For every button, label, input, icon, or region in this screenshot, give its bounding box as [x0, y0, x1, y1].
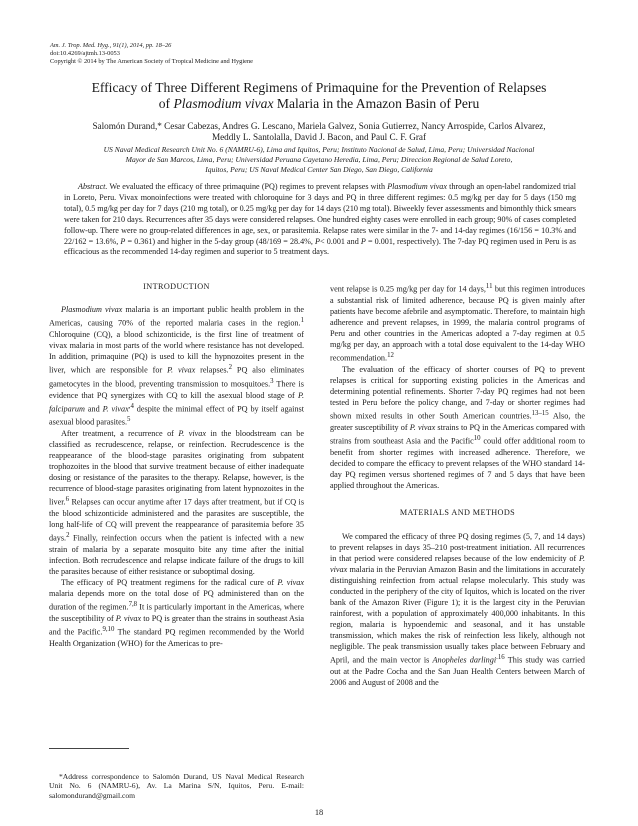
body-text: It is particularly important in the Americas, where the susceptibility of	[49, 603, 305, 624]
body-text: malaria is an important public health problem in the Americas, causing 70% of the reported malaria cases in the region.	[49, 305, 304, 328]
abstract-label: Abstract.	[78, 182, 108, 191]
p-value-symbol: P	[360, 236, 366, 246]
species-name: P. falciparum	[49, 390, 304, 414]
species-name: P. vivax	[330, 553, 585, 574]
citation-ref: 1	[300, 317, 304, 325]
body-text: and	[84, 404, 103, 414]
intro-paragraph-2	[49, 428, 304, 577]
species-name: P. vivax	[409, 422, 436, 432]
body-text: malaria depends more on the total dose of PQ administered than on the duration of the regimen.	[49, 589, 304, 613]
species-name: P. vivax	[102, 404, 129, 414]
p-value-symbol: P	[315, 236, 320, 246]
right-column	[330, 281, 585, 688]
intro-paragraph-5	[330, 364, 585, 491]
intro-paragraph-4	[330, 281, 585, 364]
body-text: could offer additional room to benefit from shorter regimes with increased adherence. Therefore, we decided to compare the efficacy to prevent relapses of the WHO standard 14-day PQ regimen versus shortened regimes of 7 and 5 days that have been applied throughout the Americas.	[330, 436, 586, 490]
citation-ref: ,4	[128, 402, 134, 410]
body-text: malaria in the Peruvian Amazon Basin and the limitations in accurately distinguishing reinfection from actual relapse molecularly. This study was conducted in the periphery of the city of Iquitos, which is located on the river bank of the Amazon River (Figure 1); it is the largest city in the Peruvian rainforest, with a population of approximately 400,000 inhabitants. In this region, malaria is hypoendemic and seasonal, and it has unstable transmission, which makes the risk of reinfection less likely, although not negligible. The peak transmission usually takes place between February and April, and the main vector is	[330, 564, 585, 666]
p-value-symbol: P	[120, 236, 126, 246]
methods-paragraph-1	[330, 531, 585, 688]
title-text: Malaria in the Amazon Basin of Peru	[273, 96, 480, 111]
introduction-heading: INTRODUCTION	[143, 282, 210, 291]
body-text: strains to PQ in the Americas compared with strains from southeast Asia and the Pacific	[330, 422, 586, 446]
journal-doi: doi:10.4269/ajtmh.13-0053	[50, 50, 120, 58]
citation-ref: 3	[270, 377, 274, 385]
article-title	[40, 80, 598, 112]
body-text: PQ also eliminates gametocytes in the blood, preventing transmission to mosquitoes.	[49, 365, 305, 389]
author-list	[40, 121, 598, 143]
affiliation-line-2: Mayor de San Marcos, Lima, Peru; Universidad Peruana Cayetano Heredia, Lima, Peru; Direccion Regional de Salud Loreto,	[125, 155, 513, 165]
citation-ref: 2	[66, 532, 70, 540]
citation-ref: .16	[496, 654, 505, 662]
species-name: P. vivax	[277, 578, 304, 588]
body-text: After treatment, a recurrence of	[61, 429, 179, 439]
body-text: Chloroquine (CQ), a blood schizonticide, is the first line of treatment of vivax malaria in most parts of the world where resistance has not developed. In addition, primaquine (PQ) is used to kill the hypnozoites present in the liver, which are responsible for	[49, 329, 304, 375]
body-text: There is evidence that PQ synergizes with CQ to kill the asexual blood stage of	[49, 379, 304, 400]
affiliation-line-1: US Naval Medical Research Unit No. 6 (NAMRU-6), Lima and Iquitos, Peru; Instituto Nacional de Salud, Lima, Peru; Universidad Nacional	[103, 145, 535, 154]
body-text: Finally, reinfection occurs when the patient is infected with a new strain of malaria by a separate mosquito bite any time after the initial infection. Both recrudescence and relapse indicate failure of the drugs to kill the parasites because of either resistance or suboptimal dosing.	[49, 534, 304, 577]
body-text: in the bloodstream can be classified as recrudescence, relapse, or reinfection. Recrudescence is the reappearance of the blood-stage parasites originating from subpatent trophozoites in the blood that survive treatment because of either inadequate dosing or resistance of the parasites to the therapy. Relapse, however, is the recurrence of blood-stage parasites originating from latent hypnozoites in the liver.	[49, 429, 305, 508]
citation-ref: 7,8	[128, 601, 138, 609]
body-text: The efficacy of PQ treatment regimens for the radical cure of	[61, 578, 278, 588]
body-text: despite the minimal effect of PQ by itself against asexual blood parasites.	[49, 404, 304, 428]
journal-copyright: Copyright © 2014 by The American Society of Tropical Medicine and Hygiene	[50, 58, 253, 66]
species-name: P. vivax	[178, 429, 206, 439]
journal-citation: Am. J. Trop. Med. Hyg., 91(1), 2014, pp. 18–26	[50, 42, 172, 49]
affiliation-line-3: Iquitos, Peru; US Naval Medical Center San Diego, San Diego, California	[205, 165, 433, 175]
abstract-text: < 0.001 and	[320, 236, 361, 246]
intro-paragraph-1	[49, 304, 304, 428]
citation-ref: 11	[485, 283, 493, 290]
citation-ref: 6	[65, 496, 70, 504]
citation-ref: 10	[473, 434, 481, 442]
affiliations	[50, 145, 588, 176]
body-text: relapses.	[195, 365, 229, 375]
journal-header	[50, 42, 253, 67]
species-name: Plasmodium vivax	[61, 305, 123, 315]
abstract-text: through an open-label randomized trial in Loreto, Peru. Vivax monoinfections were treated with chloroquine for 3 days and PQ in three different regimes: 0.5 mg/kg per day for 5 days (150 mg total), 0.5 mg/kg per day for 7 days (210 mg total), or 0.25 mg/kg per day for 14 days (210 mg total). Biweekly fever assessments and bimonthly thick smears were taken for 210 days. Recurrences after 35 days were considered relapses. One hundred eighty cases were enrolled in each group; 90% of cases completed follow-up. There were no group-related differences in age, sex, or parasitemia. Relapse rates were similar in the 7- and 14-day regimes (16/156 = 10.3% and 22/162 = 13.6%,	[64, 182, 576, 246]
abstract-text: = 0.361) and higher in the 5-day group (48/169 = 28.4%,	[125, 236, 316, 246]
body-text: vent relapse is 0.25 mg/kg per day for 14 days,	[330, 284, 486, 294]
title-line-1: Efficacy of Three Different Regimens of Primaquine for the Prevention of Relapses	[91, 80, 547, 95]
citation-ref: 13–15	[531, 409, 549, 417]
citation-ref: 12	[387, 352, 394, 360]
species-name: Plasmodium vivax	[387, 182, 447, 191]
intro-paragraph-3	[49, 577, 304, 649]
body-text: Also, the greater susceptibility of	[330, 411, 585, 432]
abstract	[64, 182, 576, 258]
citation-ref: 5	[127, 416, 131, 424]
title-text: of	[158, 96, 174, 111]
left-column	[49, 281, 304, 801]
abstract-text: We evaluated the efficacy of three primaquine (PQ) regimes to prevent relapses with	[107, 182, 388, 191]
authors-line-2: Meddly L. Santolalla, David J. Bacon, and Paul C. F. Graf	[211, 132, 427, 142]
species-name: P. vivax	[115, 614, 142, 624]
methods-heading: MATERIALS AND METHODS	[399, 507, 516, 517]
authors-line-1: Salomón Durand,* Cesar Cabezas, Andres G. Lescano, Mariela Galvez, Sonia Gutierrez, Nancy Arrospide, Carlos Alvarez,	[92, 121, 546, 131]
body-text: Relapses can occur anytime after 17 days after treatment, but if CQ is the blood schizonticide administered and the parasites are susceptible, the long half-life of CQ will prevent the reappearance of parasitemia before 35 days.	[49, 498, 304, 544]
body-text: but this regimen introduces a substantial risk of limited adherence, because PQ is given mainly after patients have become afebrile and asymptomatic. Therefore, to maintain high adherence and prevent relapses, in 1999, the malaria control programs of Peru and other countries in the Americas adopted a 7-day regimen at 0.5 mg/kg per day, an approach with a total dose equivalent to the 14-day WHO recommendation.	[330, 284, 585, 363]
abstract-text: = 0.001, respectively). The 7-day PQ regimen used in Peru is as efficacious as the recommended 14-day regimen and superior to 5 treatment days.	[64, 236, 576, 257]
correspondence-footnote: *Address correspondence to Salomón Durand, US Naval Medical Research Unit No. 6 (NAMRU-6), Av. La Marina S/N, Iquitos, Peru. E-mail: salomondurand@gmail.com	[49, 771, 304, 801]
species-name: Anopheles darlingi	[432, 656, 497, 666]
body-text: to PQ is greater than the strains in southeast Asia and the Pacific.	[49, 614, 304, 637]
page-number: 18	[314, 808, 324, 817]
species-name: P. vivax	[167, 365, 196, 375]
body-text: The standard PQ regimen recommended by the World Health Organization (WHO) for the Americas to pre-	[49, 627, 304, 648]
title-line-2	[40, 96, 598, 112]
body-text: We compared the efficacy of three PQ dosing regimes (5, 7, and 14 days) to prevent relapses in days 35–210 post-treatment initiation. All recurrences in that period were considered relapses because of the low endemicity of	[330, 531, 585, 563]
body-text: This study was carried out at the Padre Cocha and the San Juan Health Centers between March of 2006 and August of 2008 and the	[330, 656, 585, 688]
citation-ref: 9,10	[102, 626, 115, 634]
footnote-divider	[49, 748, 129, 749]
body-text: The evaluation of the efficacy of shorter courses of PQ to prevent relapses is critical for supporting existing policies in the Americas and determining potential refinements. Shorter 7-day PQ regimes had not been tested in Peru before the policy change, and 7-day or shorter regimes had shown mixed results in other South American countries.	[330, 364, 585, 421]
citation-ref: 2	[228, 364, 232, 372]
title-species: Plasmodium vivax	[173, 96, 274, 111]
